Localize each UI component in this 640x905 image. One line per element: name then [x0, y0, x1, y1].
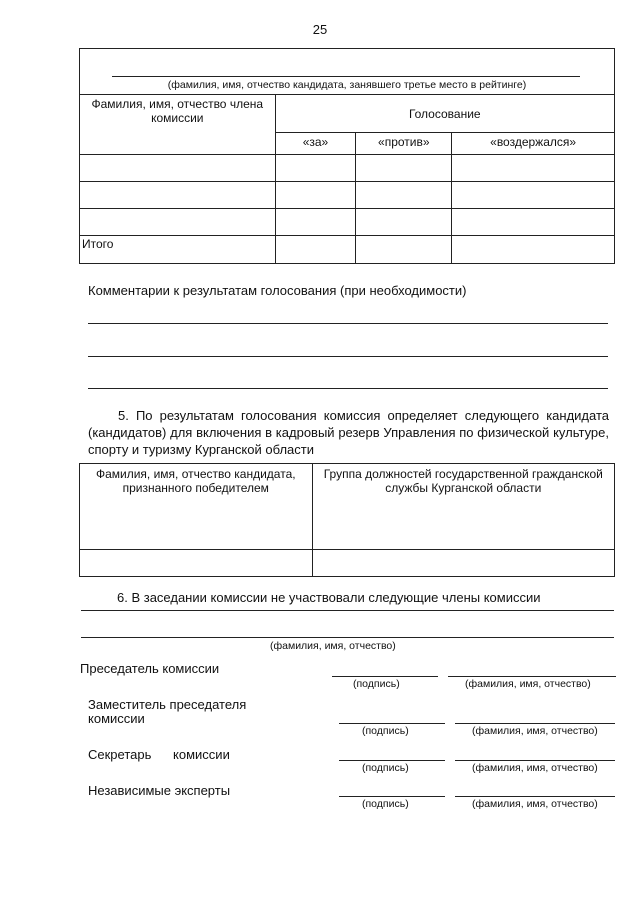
table-row: [80, 550, 313, 577]
absent-members-line-1: [81, 610, 614, 611]
third-place-cell: [80, 49, 615, 95]
secretary-name-caption: (фамилия, имя, отчество): [472, 762, 598, 774]
table-row: [80, 155, 276, 182]
deputy-signature-caption: (подпись): [362, 725, 409, 737]
experts-label: Независимые эксперты: [88, 783, 231, 798]
chair-name-line: [448, 676, 616, 677]
total-label: Итого: [80, 236, 276, 264]
col-abstained-header: «воздержался»: [452, 133, 615, 155]
fio-caption: (фамилия, имя, отчество): [270, 640, 396, 652]
chair-name-caption: (фамилия, имя, отчество): [465, 678, 591, 690]
chair-label: Преседатель комиссии: [80, 661, 220, 676]
deputy-chair-label: Заместитель преседателя комиссии: [88, 697, 247, 726]
experts-signature-line: [339, 796, 445, 797]
comments-line-3: [88, 388, 608, 389]
member-header: Фамилия, имя, отчество члена комиссии: [80, 95, 276, 155]
table-row: [80, 182, 276, 209]
voting-header: Голосование: [275, 95, 614, 133]
position-group-header: Группа должностей государственной гражданской службы Курганской области: [312, 464, 614, 550]
secretary-signature-caption: (подпись): [362, 762, 409, 774]
section-5-text: 5. По результатам голосования комиссия определяет следующего кандидата (кандидатов) для включения в кадровый резерв Управления по физической культуре, спорту и туризму Курганской области: [88, 408, 609, 457]
col-for-header: «за»: [275, 133, 356, 155]
comments-line-1: [88, 323, 608, 324]
deputy-signature-line: [339, 723, 445, 724]
winner-name-header: Фамилия, имя, отчество кандидата, признанного победителем: [80, 464, 313, 550]
secretary-label: Секретарь комиссии: [88, 747, 230, 762]
table-row: [80, 209, 276, 236]
experts-signature-caption: (подпись): [362, 798, 409, 810]
deputy-name-caption: (фамилия, имя, отчество): [472, 725, 598, 737]
winner-table: [79, 463, 615, 577]
rating-table: [79, 48, 615, 264]
experts-name-caption: (фамилия, имя, отчество): [472, 798, 598, 810]
deputy-name-line: [455, 723, 615, 724]
chair-signature-caption: (подпись): [353, 678, 400, 690]
page-number: 25: [312, 22, 328, 37]
third-place-caption: (фамилия, имя, отчество кандидата, занявшего третье место в рейтинге): [167, 79, 527, 91]
secretary-signature-line: [339, 760, 445, 761]
absent-members-line-2: [81, 637, 614, 638]
comments-label: Комментарии к результатам голосования (при необходимости): [88, 283, 467, 298]
secretary-name-line: [455, 760, 615, 761]
col-against-header: «против»: [356, 133, 452, 155]
comments-line-2: [88, 356, 608, 357]
section-6-text: 6. В заседании комиссии не участвовали следующие члены комиссии: [117, 590, 541, 605]
chair-signature-line: [332, 676, 438, 677]
experts-name-line: [455, 796, 615, 797]
